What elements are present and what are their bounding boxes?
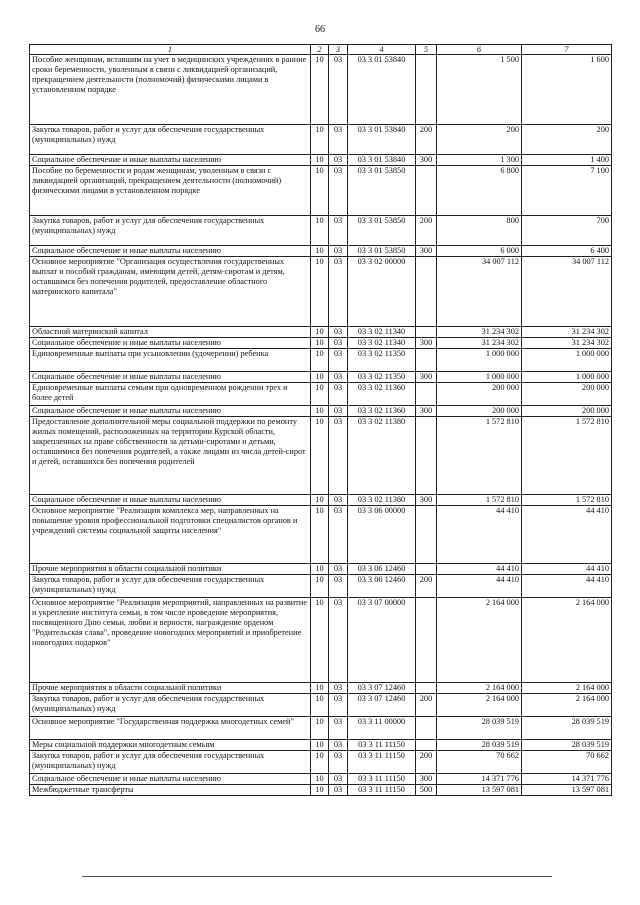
row-sum-year-2: 200 bbox=[522, 125, 612, 155]
row-name: Пособие по беременности и родам женщинам, уволенным в связи с ликвидацией организаций, прекращением деятельности (полномочий) физическими лицами в установленном порядке bbox=[30, 166, 311, 216]
table-row bbox=[30, 740, 612, 751]
header-col-6: 6 bbox=[437, 45, 522, 55]
row-subsection: 03 bbox=[329, 246, 348, 257]
row-subsection: 03 bbox=[329, 257, 348, 327]
row-section: 10 bbox=[311, 55, 329, 125]
row-target-article: 03 3 06 12460 bbox=[348, 575, 416, 598]
row-name: Пособие женщинам, вставшим на учет в медицинских учреждениях в ранние сроки беременности, уволенным в связи с ликвидацией организаций, прекращением деятельности (полномочий) физическими лицами в установленном порядке bbox=[30, 55, 311, 125]
row-subsection: 03 bbox=[329, 598, 348, 683]
row-section: 10 bbox=[311, 166, 329, 216]
row-name: Предоставление дополнительной меры социальной поддержки по ремонту жилых помещений, расположенных на территории Курской области, закрепленных на праве собственности за детьми-сиротами и детьми, оставшимися без попечения родителей, а также лицами из числа детей-сирот и детей, оставшихся без попечения родителей bbox=[30, 417, 311, 495]
row-subsection: 03 bbox=[329, 785, 348, 796]
row-sum-year-2: 2 164 000 bbox=[522, 683, 612, 694]
row-expense-type bbox=[416, 717, 437, 740]
row-subsection: 03 bbox=[329, 338, 348, 349]
row-sum-year-2: 1 400 bbox=[522, 155, 612, 166]
row-subsection: 03 bbox=[329, 406, 348, 417]
row-target-article: 03 3 02 11340 bbox=[348, 327, 416, 338]
table-row bbox=[30, 406, 612, 417]
row-name: Социальное обеспечение и иные выплаты населению bbox=[30, 155, 311, 166]
row-name: Меры социальной поддержки многодетным семьям bbox=[30, 740, 311, 751]
table-row bbox=[30, 506, 612, 564]
row-sum-year-1: 14 371 776 bbox=[437, 774, 522, 785]
row-sum-year-1: 1 000 000 bbox=[437, 349, 522, 372]
row-target-article: 03 3 02 11360 bbox=[348, 383, 416, 406]
table-row bbox=[30, 55, 612, 125]
row-target-article: 03 3 02 11350 bbox=[348, 349, 416, 372]
row-sum-year-1: 2 164 000 bbox=[437, 683, 522, 694]
row-section: 10 bbox=[311, 372, 329, 383]
row-expense-type: 300 bbox=[416, 338, 437, 349]
row-section: 10 bbox=[311, 327, 329, 338]
row-target-article: 03 3 07 12460 bbox=[348, 683, 416, 694]
row-sum-year-2: 44 410 bbox=[522, 575, 612, 598]
row-sum-year-1: 200 000 bbox=[437, 383, 522, 406]
row-expense-type bbox=[416, 564, 437, 575]
row-section: 10 bbox=[311, 495, 329, 506]
table-row bbox=[30, 694, 612, 717]
row-subsection: 03 bbox=[329, 125, 348, 155]
row-subsection: 03 bbox=[329, 349, 348, 372]
row-sum-year-2: 2 164 000 bbox=[522, 598, 612, 683]
table-row bbox=[30, 155, 612, 166]
row-sum-year-1: 28 039 519 bbox=[437, 717, 522, 740]
table-row bbox=[30, 338, 612, 349]
row-sum-year-1: 800 bbox=[437, 216, 522, 246]
row-target-article: 03 3 11 11150 bbox=[348, 740, 416, 751]
row-target-article: 03 3 02 11340 bbox=[348, 338, 416, 349]
row-expense-type bbox=[416, 383, 437, 406]
row-target-article: 03 3 07 00000 bbox=[348, 598, 416, 683]
row-expense-type: 300 bbox=[416, 155, 437, 166]
row-sum-year-2: 7 100 bbox=[522, 166, 612, 216]
row-sum-year-1: 34 007 112 bbox=[437, 257, 522, 327]
row-expense-type: 300 bbox=[416, 774, 437, 785]
row-section: 10 bbox=[311, 598, 329, 683]
row-target-article: 03 3 11 11150 bbox=[348, 751, 416, 774]
row-subsection: 03 bbox=[329, 683, 348, 694]
row-subsection: 03 bbox=[329, 55, 348, 125]
row-section: 10 bbox=[311, 740, 329, 751]
row-expense-type: 300 bbox=[416, 372, 437, 383]
row-sum-year-1: 31 234 302 bbox=[437, 338, 522, 349]
row-section: 10 bbox=[311, 246, 329, 257]
row-sum-year-1: 13 597 081 bbox=[437, 785, 522, 796]
row-subsection: 03 bbox=[329, 717, 348, 740]
row-subsection: 03 bbox=[329, 327, 348, 338]
row-expense-type bbox=[416, 506, 437, 564]
row-sum-year-2: 6 400 bbox=[522, 246, 612, 257]
row-target-article: 03 3 11 11150 bbox=[348, 785, 416, 796]
row-target-article: 03 3 11 11150 bbox=[348, 774, 416, 785]
row-sum-year-1: 200 000 bbox=[437, 406, 522, 417]
row-subsection: 03 bbox=[329, 575, 348, 598]
row-section: 10 bbox=[311, 338, 329, 349]
row-expense-type bbox=[416, 598, 437, 683]
row-sum-year-2: 31 234 302 bbox=[522, 327, 612, 338]
row-name: Закупка товаров, работ и услуг для обеспечения государственных (муниципальных) нужд bbox=[30, 216, 311, 246]
row-section: 10 bbox=[311, 155, 329, 166]
table-row bbox=[30, 166, 612, 216]
row-target-article: 03 3 02 11380 bbox=[348, 495, 416, 506]
row-target-article: 03 3 06 12460 bbox=[348, 564, 416, 575]
row-target-article: 03 3 01 53840 bbox=[348, 125, 416, 155]
table-row bbox=[30, 257, 612, 327]
row-name: Закупка товаров, работ и услуг для обеспечения государственных (муниципальных) нужд bbox=[30, 575, 311, 598]
row-expense-type: 200 bbox=[416, 751, 437, 774]
row-expense-type: 500 bbox=[416, 785, 437, 796]
row-section: 10 bbox=[311, 774, 329, 785]
header-row bbox=[30, 45, 612, 55]
row-subsection: 03 bbox=[329, 155, 348, 166]
row-section: 10 bbox=[311, 694, 329, 717]
row-expense-type: 300 bbox=[416, 246, 437, 257]
row-name: Областной материнский капитал bbox=[30, 327, 311, 338]
row-expense-type bbox=[416, 683, 437, 694]
row-subsection: 03 bbox=[329, 166, 348, 216]
header-col-1: 1 bbox=[30, 45, 311, 55]
row-sum-year-1: 1 572 810 bbox=[437, 495, 522, 506]
table-row bbox=[30, 683, 612, 694]
row-expense-type: 200 bbox=[416, 125, 437, 155]
row-sum-year-2: 200 000 bbox=[522, 383, 612, 406]
row-sum-year-1: 44 410 bbox=[437, 506, 522, 564]
row-target-article: 03 3 01 53850 bbox=[348, 216, 416, 246]
row-subsection: 03 bbox=[329, 751, 348, 774]
row-name: Единовременные выплаты при усыновлении (удочерении) ребенка bbox=[30, 349, 311, 372]
row-name: Межбюджетные трансферты bbox=[30, 785, 311, 796]
row-section: 10 bbox=[311, 125, 329, 155]
row-sum-year-1: 1 500 bbox=[437, 55, 522, 125]
row-expense-type: 300 bbox=[416, 406, 437, 417]
row-name: Социальное обеспечение и иные выплаты населению bbox=[30, 495, 311, 506]
row-target-article: 03 3 02 11350 bbox=[348, 372, 416, 383]
row-sum-year-1: 70 662 bbox=[437, 751, 522, 774]
row-sum-year-2: 2 164 000 bbox=[522, 694, 612, 717]
row-target-article: 03 3 02 11380 bbox=[348, 417, 416, 495]
row-sum-year-1: 1 300 bbox=[437, 155, 522, 166]
header-col-4: 4 bbox=[348, 45, 416, 55]
header-col-3: 3 bbox=[329, 45, 348, 55]
row-section: 10 bbox=[311, 575, 329, 598]
row-subsection: 03 bbox=[329, 774, 348, 785]
row-sum-year-2: 44 410 bbox=[522, 506, 612, 564]
row-name: Социальное обеспечение и иные выплаты населению bbox=[30, 774, 311, 785]
row-sum-year-1: 44 410 bbox=[437, 564, 522, 575]
row-subsection: 03 bbox=[329, 383, 348, 406]
row-expense-type bbox=[416, 257, 437, 327]
row-sum-year-1: 31 234 302 bbox=[437, 327, 522, 338]
row-sum-year-2: 70 662 bbox=[522, 751, 612, 774]
row-subsection: 03 bbox=[329, 372, 348, 383]
header-col-2: 2 bbox=[311, 45, 329, 55]
table-row bbox=[30, 575, 612, 598]
footer-rule bbox=[82, 876, 552, 877]
row-expense-type bbox=[416, 740, 437, 751]
row-subsection: 03 bbox=[329, 506, 348, 564]
table-row bbox=[30, 785, 612, 796]
header-col-7: 7 bbox=[522, 45, 612, 55]
row-name: Закупка товаров, работ и услуг для обеспечения государственных (муниципальных) нужд bbox=[30, 751, 311, 774]
row-target-article: 03 3 06 00000 bbox=[348, 506, 416, 564]
row-name: Социальное обеспечение и иные выплаты населению bbox=[30, 406, 311, 417]
row-target-article: 03 3 01 53850 bbox=[348, 246, 416, 257]
row-section: 10 bbox=[311, 417, 329, 495]
row-name: Социальное обеспечение и иные выплаты населению bbox=[30, 372, 311, 383]
row-expense-type: 300 bbox=[416, 495, 437, 506]
row-section: 10 bbox=[311, 406, 329, 417]
row-target-article: 03 3 01 53840 bbox=[348, 155, 416, 166]
row-subsection: 03 bbox=[329, 216, 348, 246]
budget-table bbox=[29, 44, 612, 796]
row-target-article: 03 3 11 00000 bbox=[348, 717, 416, 740]
row-expense-type bbox=[416, 349, 437, 372]
row-sum-year-2: 28 039 519 bbox=[522, 740, 612, 751]
row-expense-type: 200 bbox=[416, 216, 437, 246]
row-name: Единовременные выплаты семьям при одновременном рождении трех и более детей bbox=[30, 383, 311, 406]
row-name: Основное мероприятие "Реализация мероприятий, направленных на развитие и укрепление института семьи, в том числе проведение мероприятия, посвященного Дню семьи, любви и верности, награждение орденом "Родительская слава", проведение новогодних мероприятий и приобретение новогодних подарков" bbox=[30, 598, 311, 683]
row-sum-year-1: 6 000 bbox=[437, 246, 522, 257]
row-section: 10 bbox=[311, 216, 329, 246]
table-row bbox=[30, 598, 612, 683]
table-row bbox=[30, 349, 612, 372]
row-sum-year-2: 13 597 081 bbox=[522, 785, 612, 796]
row-name: Основное мероприятие "Организация осуществления государственных выплат и пособий гражданам, имеющим детей, детям-сиротам и детям, оставшимся без попечения родителей, предоставление областного материнского капитала" bbox=[30, 257, 311, 327]
table-row bbox=[30, 125, 612, 155]
row-section: 10 bbox=[311, 257, 329, 327]
row-sum-year-2: 200 000 bbox=[522, 406, 612, 417]
row-section: 10 bbox=[311, 717, 329, 740]
row-target-article: 03 3 01 53850 bbox=[348, 166, 416, 216]
table-row bbox=[30, 495, 612, 506]
table-row bbox=[30, 564, 612, 575]
row-expense-type: 200 bbox=[416, 575, 437, 598]
row-name: Прочие мероприятия в области социальной политики bbox=[30, 683, 311, 694]
row-name: Социальное обеспечение и иные выплаты населению bbox=[30, 246, 311, 257]
row-sum-year-2: 14 371 776 bbox=[522, 774, 612, 785]
row-expense-type bbox=[416, 327, 437, 338]
table-row bbox=[30, 774, 612, 785]
row-section: 10 bbox=[311, 349, 329, 372]
row-expense-type: 200 bbox=[416, 694, 437, 717]
row-sum-year-1: 6 800 bbox=[437, 166, 522, 216]
row-sum-year-1: 44 410 bbox=[437, 575, 522, 598]
table-row bbox=[30, 751, 612, 774]
row-section: 10 bbox=[311, 383, 329, 406]
row-expense-type bbox=[416, 166, 437, 216]
row-sum-year-1: 28 039 519 bbox=[437, 740, 522, 751]
table-row bbox=[30, 327, 612, 338]
row-name: Социальное обеспечение и иные выплаты населению bbox=[30, 338, 311, 349]
row-sum-year-1: 1 572 810 bbox=[437, 417, 522, 495]
row-subsection: 03 bbox=[329, 417, 348, 495]
row-sum-year-2: 1 000 000 bbox=[522, 372, 612, 383]
row-sum-year-2: 44 410 bbox=[522, 564, 612, 575]
row-section: 10 bbox=[311, 751, 329, 774]
row-sum-year-2: 31 234 302 bbox=[522, 338, 612, 349]
row-sum-year-2: 28 039 519 bbox=[522, 717, 612, 740]
row-sum-year-1: 1 000 000 bbox=[437, 372, 522, 383]
row-name: Закупка товаров, работ и услуг для обеспечения государственных (муниципальных) нужд bbox=[30, 125, 311, 155]
table-row bbox=[30, 417, 612, 495]
row-target-article: 03 3 01 53840 bbox=[348, 55, 416, 125]
row-expense-type bbox=[416, 55, 437, 125]
row-expense-type bbox=[416, 417, 437, 495]
row-target-article: 03 3 07 12460 bbox=[348, 694, 416, 717]
table-row bbox=[30, 216, 612, 246]
table-row bbox=[30, 717, 612, 740]
page-number: 66 bbox=[315, 24, 325, 35]
row-sum-year-2: 34 007 112 bbox=[522, 257, 612, 327]
header-col-5: 5 bbox=[416, 45, 437, 55]
table-row bbox=[30, 246, 612, 257]
row-subsection: 03 bbox=[329, 740, 348, 751]
table-row bbox=[30, 383, 612, 406]
row-name: Основное мероприятие "Государственная поддержка многодетных семей" bbox=[30, 717, 311, 740]
table-row bbox=[30, 372, 612, 383]
row-sum-year-2: 700 bbox=[522, 216, 612, 246]
row-section: 10 bbox=[311, 564, 329, 575]
row-sum-year-2: 1 572 810 bbox=[522, 495, 612, 506]
row-sum-year-2: 1 572 810 bbox=[522, 417, 612, 495]
row-sum-year-1: 200 bbox=[437, 125, 522, 155]
row-section: 10 bbox=[311, 506, 329, 564]
row-sum-year-2: 1 000 000 bbox=[522, 349, 612, 372]
row-section: 10 bbox=[311, 785, 329, 796]
row-name: Основное мероприятие "Реализация комплекса мер, направленных на повышение уровня профессиональной подготовки специалистов органов и учреждений системы социальной защиты населения" bbox=[30, 506, 311, 564]
row-name: Прочие мероприятия в области социальной политики bbox=[30, 564, 311, 575]
row-target-article: 03 3 02 00000 bbox=[348, 257, 416, 327]
row-target-article: 03 3 02 11360 bbox=[348, 406, 416, 417]
row-name: Закупка товаров, работ и услуг для обеспечения государственных (муниципальных) нужд bbox=[30, 694, 311, 717]
row-sum-year-1: 2 164 000 bbox=[437, 598, 522, 683]
row-sum-year-2: 1 600 bbox=[522, 55, 612, 125]
row-subsection: 03 bbox=[329, 694, 348, 717]
row-subsection: 03 bbox=[329, 495, 348, 506]
row-sum-year-1: 2 164 000 bbox=[437, 694, 522, 717]
row-section: 10 bbox=[311, 683, 329, 694]
row-subsection: 03 bbox=[329, 564, 348, 575]
